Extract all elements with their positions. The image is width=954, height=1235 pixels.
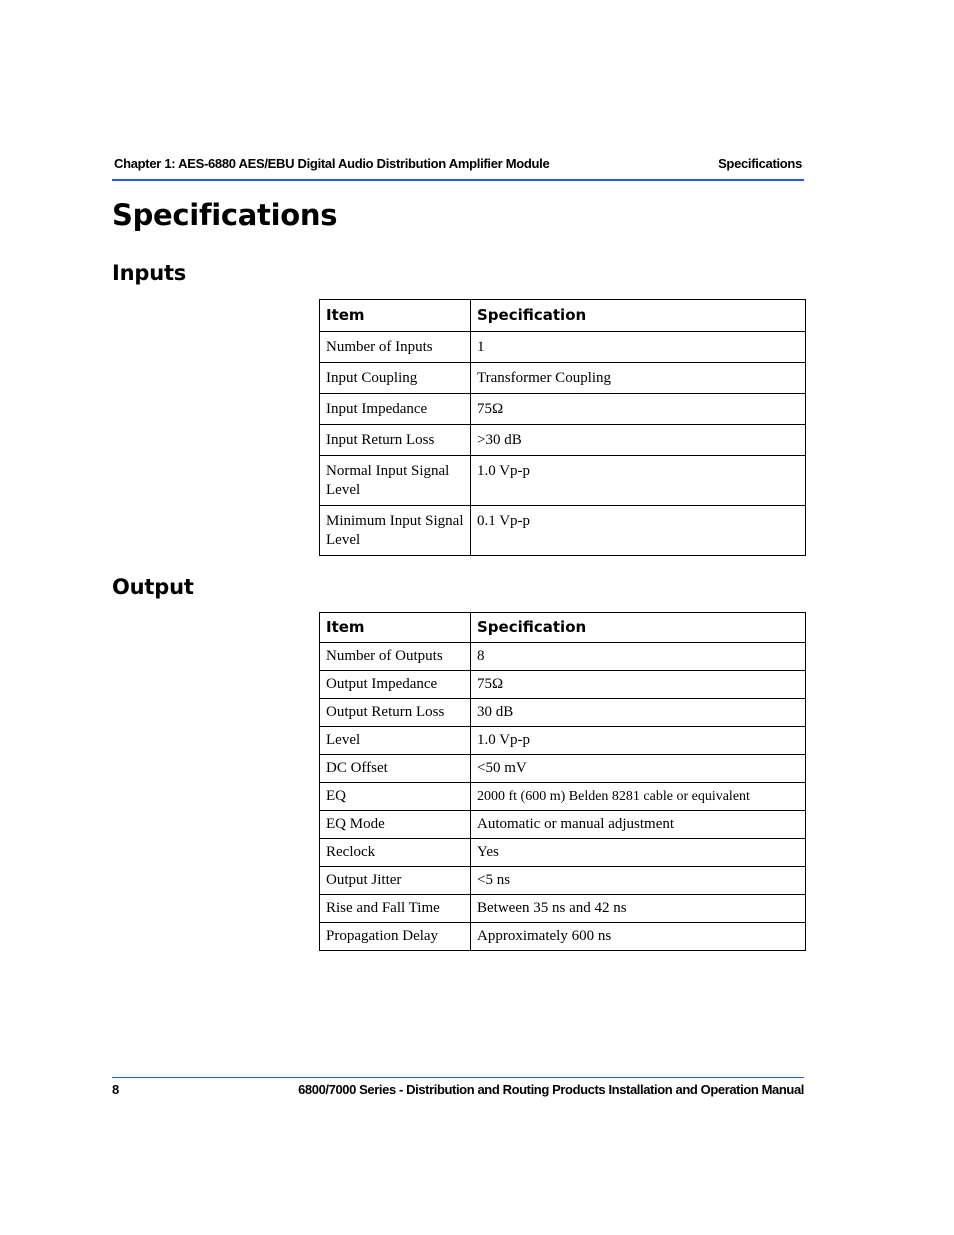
- spec-cell: 8: [471, 643, 806, 671]
- spec-cell: 0.1 Vp-p: [471, 506, 806, 556]
- page-title: Specifications: [112, 198, 338, 232]
- spec-cell: Automatic or manual adjustment: [471, 811, 806, 839]
- column-header-item: Item: [320, 613, 471, 643]
- table-row: [320, 755, 806, 783]
- table-row: [320, 699, 806, 727]
- table-row: [320, 456, 806, 506]
- chapter-title: Chapter 1: AES-6880 AES/EBU Digital Audio Distribution Amplifier Module: [114, 156, 550, 171]
- column-header-item: Item: [320, 300, 471, 332]
- manual-title: 6800/7000 Series - Distribution and Routing Products Installation and Operation Manual: [298, 1082, 804, 1097]
- item-cell: Output Return Loss: [320, 699, 471, 727]
- spec-cell: 75Ω: [471, 394, 806, 425]
- output-heading: Output: [112, 575, 194, 599]
- page-number: 8: [112, 1082, 119, 1097]
- item-cell: Normal Input Signal Level: [320, 456, 471, 506]
- table-header-row: [320, 300, 806, 332]
- spec-cell: 1.0 Vp-p: [471, 456, 806, 506]
- table-row: [320, 425, 806, 456]
- output-table: [319, 612, 806, 951]
- spec-cell: Yes: [471, 839, 806, 867]
- spec-cell: <5 ns: [471, 867, 806, 895]
- table-row: [320, 867, 806, 895]
- spec-cell: Between 35 ns and 42 ns: [471, 895, 806, 923]
- item-cell: Number of Outputs: [320, 643, 471, 671]
- item-cell: DC Offset: [320, 755, 471, 783]
- spec-cell: 1.0 Vp-p: [471, 727, 806, 755]
- section-title: Specifications: [718, 156, 802, 171]
- running-header: [112, 155, 804, 181]
- item-cell: Output Jitter: [320, 867, 471, 895]
- table-row: [320, 923, 806, 951]
- spec-cell: 30 dB: [471, 699, 806, 727]
- spec-cell: >30 dB: [471, 425, 806, 456]
- inputs-table: [319, 299, 806, 556]
- item-cell: EQ: [320, 783, 471, 811]
- running-footer: [112, 1077, 804, 1102]
- table-row: [320, 363, 806, 394]
- item-cell: Reclock: [320, 839, 471, 867]
- spec-cell: 75Ω: [471, 671, 806, 699]
- item-cell: Output Impedance: [320, 671, 471, 699]
- spec-cell: Approximately 600 ns: [471, 923, 806, 951]
- item-cell: Rise and Fall Time: [320, 895, 471, 923]
- table-row: [320, 783, 806, 811]
- item-cell: EQ Mode: [320, 811, 471, 839]
- column-header-specification: Specification: [471, 613, 806, 643]
- table-row: [320, 332, 806, 363]
- item-cell: Number of Inputs: [320, 332, 471, 363]
- spec-cell: <50 mV: [471, 755, 806, 783]
- column-header-specification: Specification: [471, 300, 806, 332]
- inputs-heading: Inputs: [112, 261, 187, 285]
- table-header-row: [320, 613, 806, 643]
- item-cell: Level: [320, 727, 471, 755]
- spec-cell: 2000 ft (600 m) Belden 8281 cable or equivalent: [471, 783, 806, 811]
- table-row: [320, 671, 806, 699]
- table-row: [320, 506, 806, 556]
- table-row: [320, 811, 806, 839]
- table-row: [320, 643, 806, 671]
- table-row: [320, 839, 806, 867]
- item-cell: Minimum Input Signal Level: [320, 506, 471, 556]
- item-cell: Input Impedance: [320, 394, 471, 425]
- table-row: [320, 727, 806, 755]
- table-row: [320, 895, 806, 923]
- spec-cell: Transformer Coupling: [471, 363, 806, 394]
- item-cell: Propagation Delay: [320, 923, 471, 951]
- table-row: [320, 394, 806, 425]
- item-cell: Input Return Loss: [320, 425, 471, 456]
- item-cell: Input Coupling: [320, 363, 471, 394]
- spec-cell: 1: [471, 332, 806, 363]
